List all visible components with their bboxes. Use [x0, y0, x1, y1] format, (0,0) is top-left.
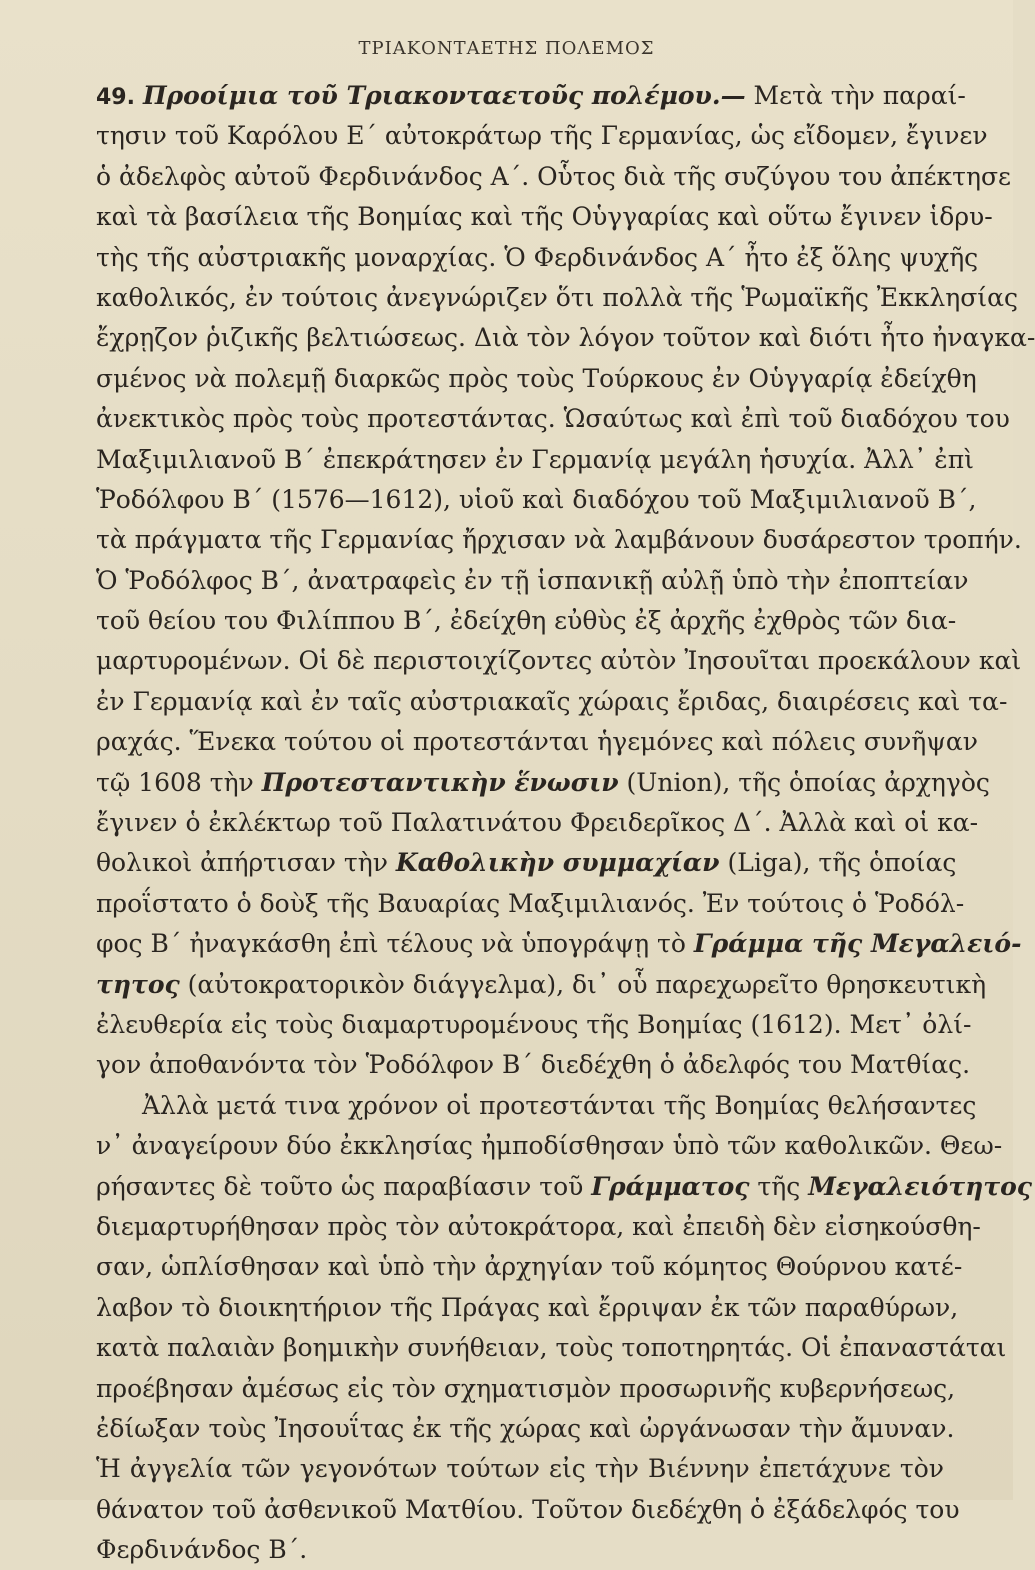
emphasis-letter: Γράμματος	[591, 1171, 750, 1201]
text-line: Ἡ ἀγγελία τῶν γεγονότων τούτων εἰς τὴν Βιέννην ἐπετάχυνε τὸν	[96, 1454, 944, 1484]
text-line: ἐν Γερμανίᾳ καὶ ἐν ταῖς αὐστριακαῖς χώραις ἔριδας, διαιρέσεις καὶ τα-	[96, 686, 1008, 716]
text-line: Μαξιμιλιανοῦ Β΄ ἐπεκράτησεν ἐν Γερμανίᾳ μεγάλη ἡσυχία. Ἀλλ᾽ ἐπὶ	[96, 444, 974, 474]
section-number: 49.	[96, 85, 135, 110]
text-line: τὴς τῆς αὐστριακῆς μοναρχίας. Ὁ Φερδινάνδος Α΄ ἦτο ἐξ ὅλης ψυχῆς	[96, 242, 979, 272]
text-line: 49. Προοίμια τοῦ Τριακονταετοῦς πολέμου.— Μετὰ τὴν παραί-	[96, 81, 966, 110]
text-line: ἔχρῃζον ῥιζικῆς βελτιώσεως. Διὰ τὸν λόγον τοῦτον καὶ διότι ἦτο ἠναγκα-	[96, 323, 1035, 353]
text-line: μαρτυρομένων. Οἱ δὲ περιστοιχίζοντες αὐτὸν Ἰησουῖται προεκάλουν καὶ	[96, 646, 1022, 676]
emphasis-letter-of-majesty-end: τητος	[96, 969, 180, 999]
text-line: ὁ ἀδελφὸς αὐτοῦ Φερδινάνδος Α΄. Οὗτος διὰ τῆς συζύγου του ἀπέκτησε	[96, 161, 1011, 191]
emphasis-majesty: Μεγαλειότητος	[808, 1171, 1033, 1201]
text-line: λαβον τὸ διοικητήριον τῆς Πράγας καὶ ἔρριψαν ἐκ τῶν παραθύρων,	[96, 1292, 959, 1322]
running-head: ΤΡΙΑΚΟΝΤΑΕΤΗΣ ΠΟΛΕΜΟΣ	[358, 38, 655, 59]
text-line: προΐστατο ὁ δοὺξ τῆς Βαυαρίας Μαξιμιλιανός. Ἐν τούτοις ὁ Ῥοδόλ-	[96, 888, 965, 918]
text-line: τῷ 1608 τὴν Προτεσταντικὴν ἕνωσιν (Union), τῆς ὁποίας ἀρχηγὸς	[96, 767, 990, 797]
text-line: ραχάς. Ἕνεκα τούτου οἱ προτεστάνται ἡγεμόνες καὶ πόλεις συνῆψαν	[96, 727, 978, 757]
text-line: Ἀλλὰ μετά τινα χρόνον οἱ προτεστάνται τῆς Βοημίας θελήσαντες	[142, 1090, 977, 1120]
text-line: ἔγινεν ὁ ἐκλέκτωρ τοῦ Παλατινάτου Φρειδερῖκος Δ΄. Ἀλλὰ καὶ οἱ κα-	[96, 808, 979, 838]
text-line: καθολικός, ἐν τούτοις ἀνεγνώριζεν ὅτι πολλὰ τῆς Ῥωμαϊκῆς Ἐκκλησίας	[96, 282, 1018, 312]
text-line: θολικοὶ ἀπήρτισαν τὴν Καθολικὴν συμμαχίαν (Liga), τῆς ὁποίας	[96, 848, 957, 878]
text-line: προέβησαν ἀμέσως εἰς τὸν σχηματισμὸν προσωρινῆς κυβερνήσεως,	[96, 1373, 956, 1403]
text-line: γον ἀποθανόντα τὸν Ῥοδόλφον Β΄ διεδέχθη ὁ ἀδελφός του Ματθίας.	[96, 1050, 971, 1080]
text-line: σμένος νὰ πολεμῇ διαρκῶς πρὸς τοὺς Τούρκους ἐν Οὑγγαρίᾳ ἐδείχθη	[96, 363, 977, 393]
page-body	[96, 76, 1035, 1570]
text-line: φος Β΄ ἠναγκάσθη ἐπὶ τέλους νὰ ὑπογράψῃ τὸ Γράμμα τῆς Μεγαλειό-	[96, 929, 1022, 959]
text-line: ἀνεκτικὸς πρὸς τοὺς προτεστάντας. Ὡσαύτως καὶ ἐπὶ τοῦ διαδόχου του	[96, 404, 1010, 434]
text-line: τησιν τοῦ Καρόλου Ε΄ αὐτοκράτωρ τῆς Γερμανίας, ὡς εἴδομεν, ἔγινεν	[96, 121, 988, 151]
section-title: Προοίμια τοῦ Τριακονταετοῦς πολέμου.—	[142, 81, 746, 110]
text-line: τοῦ θείου του Φιλίππου Β΄, ἐδείχθη εὐθὺς ἐξ ἀρχῆς ἐχθρὸς τῶν δια-	[96, 606, 957, 636]
text-line: Φερδινάνδος Β΄.	[96, 1535, 308, 1565]
text-line: τὰ πράγματα τῆς Γερμανίας ἤρχισαν νὰ λαμβάνουν δυσάρεστον τροπήν.	[96, 525, 1022, 555]
text-line: κατὰ παλαιὰν βοημικὴν συνήθειαν, τοὺς τοποτηρητάς. Οἱ ἐπαναστάται	[96, 1333, 1007, 1363]
text-line: σαν, ὡπλίσθησαν καὶ ὑπὸ τὴν ἀρχηγίαν τοῦ κόμητος Θούρνου κατέ-	[96, 1252, 963, 1282]
emphasis-catholic-league: Καθολικὴν συμμαχίαν	[395, 848, 720, 878]
text-line: Ὁ Ῥοδόλφος Β΄, ἀνατραφεὶς ἐν τῇ ἱσπανικῇ αὐλῇ ὑπὸ τὴν ἐποπτείαν	[96, 565, 969, 595]
text-line: ἐδίωξαν τοὺς Ἰησουΐτας ἐκ τῆς χώρας καὶ ὠργάνωσαν τὴν ἄμυναν.	[96, 1413, 955, 1443]
text-line: ρήσαντες δὲ τοῦτο ὡς παραβίασιν τοῦ Γράμματος τῆς Μεγαλειότητος	[96, 1171, 1033, 1201]
text-line: ν᾽ ἀναγείρουν δύο ἐκκλησίας ἠμποδίσθησαν ὑπὸ τῶν καθολικῶν. Θεω-	[96, 1131, 1003, 1161]
emphasis-letter-of-majesty: Γράμμα τῆς Μεγαλειό-	[693, 929, 1022, 959]
text-line: θάνατον τοῦ ἀσθενικοῦ Ματθίου. Τοῦτον διεδέχθη ὁ ἐξάδελφός του	[96, 1494, 960, 1524]
text-line: ἐλευθερία εἰς τοὺς διαμαρτυρομένους τῆς Βοημίας (1612). Μετ᾽ ὀλί-	[96, 1009, 972, 1039]
text-line: διεμαρτυρήθησαν πρὸς τὸν αὐτοκράτορα, καὶ ἐπειδὴ δὲν εἰσηκούσθη-	[96, 1211, 981, 1241]
text-line: τητος (αὐτοκρατορικὸν διάγγελμα), δι᾽ οὗ παρεχωρεῖτο θρησκευτικὴ	[96, 969, 987, 999]
text-line: Ῥοδόλφου Β΄ (1576—1612), υἱοῦ καὶ διαδόχου τοῦ Μαξιμιλιανοῦ Β΄,	[96, 484, 977, 514]
emphasis-protestant-union: Προτεσταντικὴν ἕνωσιν	[261, 767, 619, 797]
text-line: καὶ τὰ βασίλεια τῆς Βοημίας καὶ τῆς Οὑγγαρίας καὶ οὕτω ἔγινεν ἱδρυ-	[96, 202, 993, 232]
